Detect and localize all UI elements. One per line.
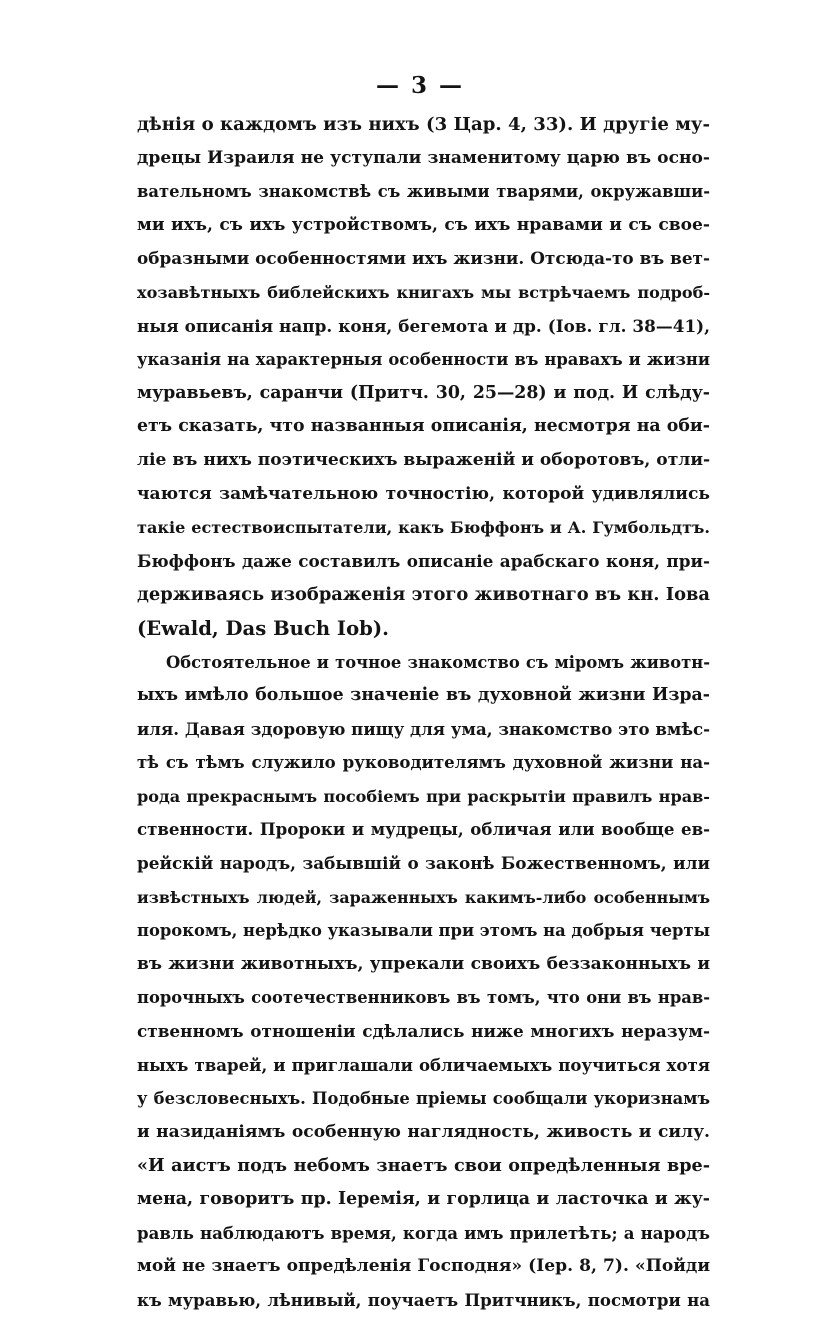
body-text [137, 108, 710, 1317]
text-line: въ жизни животныхъ, упрекали своихъ беззаконныхъ и [137, 953, 710, 974]
page-number: — 3 — [375, 72, 465, 99]
text-line: мена, говоритъ пр. Іеремія, и горлица и ласточка и жу- [137, 1189, 710, 1209]
text-line: образными особенностями ихъ жизни. Отсюда-то въ вет- [137, 248, 710, 269]
text-line: рейскій народъ, забывшій о законѣ Божественномъ, или [137, 853, 710, 874]
text-line: ныхъ тварей, и приглашали обличаемыхъ поучиться хотя [137, 1054, 710, 1075]
text-line: ственномъ отношеніи сдѣлались ниже многихъ неразум- [137, 1021, 710, 1042]
text-line: къ муравью, лѣнивый, поучаетъ Притчникъ, посмотри на [137, 1289, 710, 1310]
text-line: равль наблюдаютъ время, когда имъ прилетѣть; а народъ [137, 1222, 710, 1243]
text-line: у безсловесныхъ. Подобные пріемы сообщали укоризнамъ [137, 1089, 710, 1109]
text-line: муравьевъ, саранчи (Притч. 30, 25—28) и под. И слѣду- [137, 382, 710, 403]
text-line: хозавѣтныхъ библейскихъ книгахъ мы встрѣчаемъ подроб- [137, 282, 710, 302]
text-line: дрецы Израиля не уступали знаменитому царю въ осно- [137, 147, 710, 168]
text-line: ми ихъ, съ ихъ устройствомъ, съ ихъ нравами и съ свое- [137, 214, 710, 235]
text-line: порочныхъ соотечественниковъ въ томъ, что они въ нрав- [137, 988, 710, 1008]
text-line: ственности. Пророки и мудрецы, обличая или вообще ев- [137, 819, 710, 840]
text-line: ыхъ имѣло большое значеніе въ духовной жизни Изра- [137, 685, 710, 706]
text-line: и назиданіямъ особенную наглядность, живость и силу. [137, 1121, 710, 1142]
paragraph-end-line: (Ewald, Das Buch Iob). [137, 616, 389, 640]
text-line: Бюффонъ даже составилъ описаніе арабскаго коня, при- [137, 550, 710, 571]
text-line: «И аистъ подъ небомъ знаетъ свои опредѣленныя вре- [137, 1155, 710, 1177]
text-line: чаются замѣчательною точностію, которой удивлялись [137, 483, 710, 504]
text-line: тѣ съ тѣмъ служило руководителямъ духовной жизни на- [137, 752, 710, 773]
text-line: иля. Давая здоровую пищу для ума, знакомство это вмѣс- [137, 718, 710, 739]
text-line: держиваясь изображенія этого животнаго въ кн. Іова [137, 584, 710, 606]
text-line: вательномъ знакомствѣ съ живыми тварями, окружавши- [137, 182, 710, 202]
text-line: извѣстныхъ людей, зараженныхъ какимъ-либо особеннымъ [137, 887, 710, 907]
text-line: етъ сказать, что названныя описанія, несмотря на оби- [137, 416, 710, 437]
text-line: ныя описанія напр. коня, бегемота и др. (Іов. гл. 38—41), [137, 315, 710, 336]
text-line: такіе естествоиспытатели, какъ Бюффонъ и А. Гумбольдтъ. [137, 518, 710, 538]
text-line: мой не знаетъ опредѣленія Господня» (Іер. 8, 7). «Пойди [137, 1256, 710, 1277]
text-line: дѣнія о каждомъ изъ нихъ (3 Цар. 4, 33). И другіе му- [137, 114, 710, 135]
text-line: указанія на характерныя особенности въ нравахъ и жизни [137, 350, 710, 370]
text-line: порокомъ, нерѣдко указывали при этомъ на добрыя черты [137, 921, 710, 941]
paragraph-start-line: Обстоятельное и точное знакомство съ міромъ животн- [166, 652, 710, 672]
text-line: рода прекраснымъ пособіемъ при раскрытіи правилъ нрав- [137, 786, 710, 806]
text-line: ліе въ нихъ поэтическихъ выраженій и оборотовъ, отли- [137, 449, 710, 470]
